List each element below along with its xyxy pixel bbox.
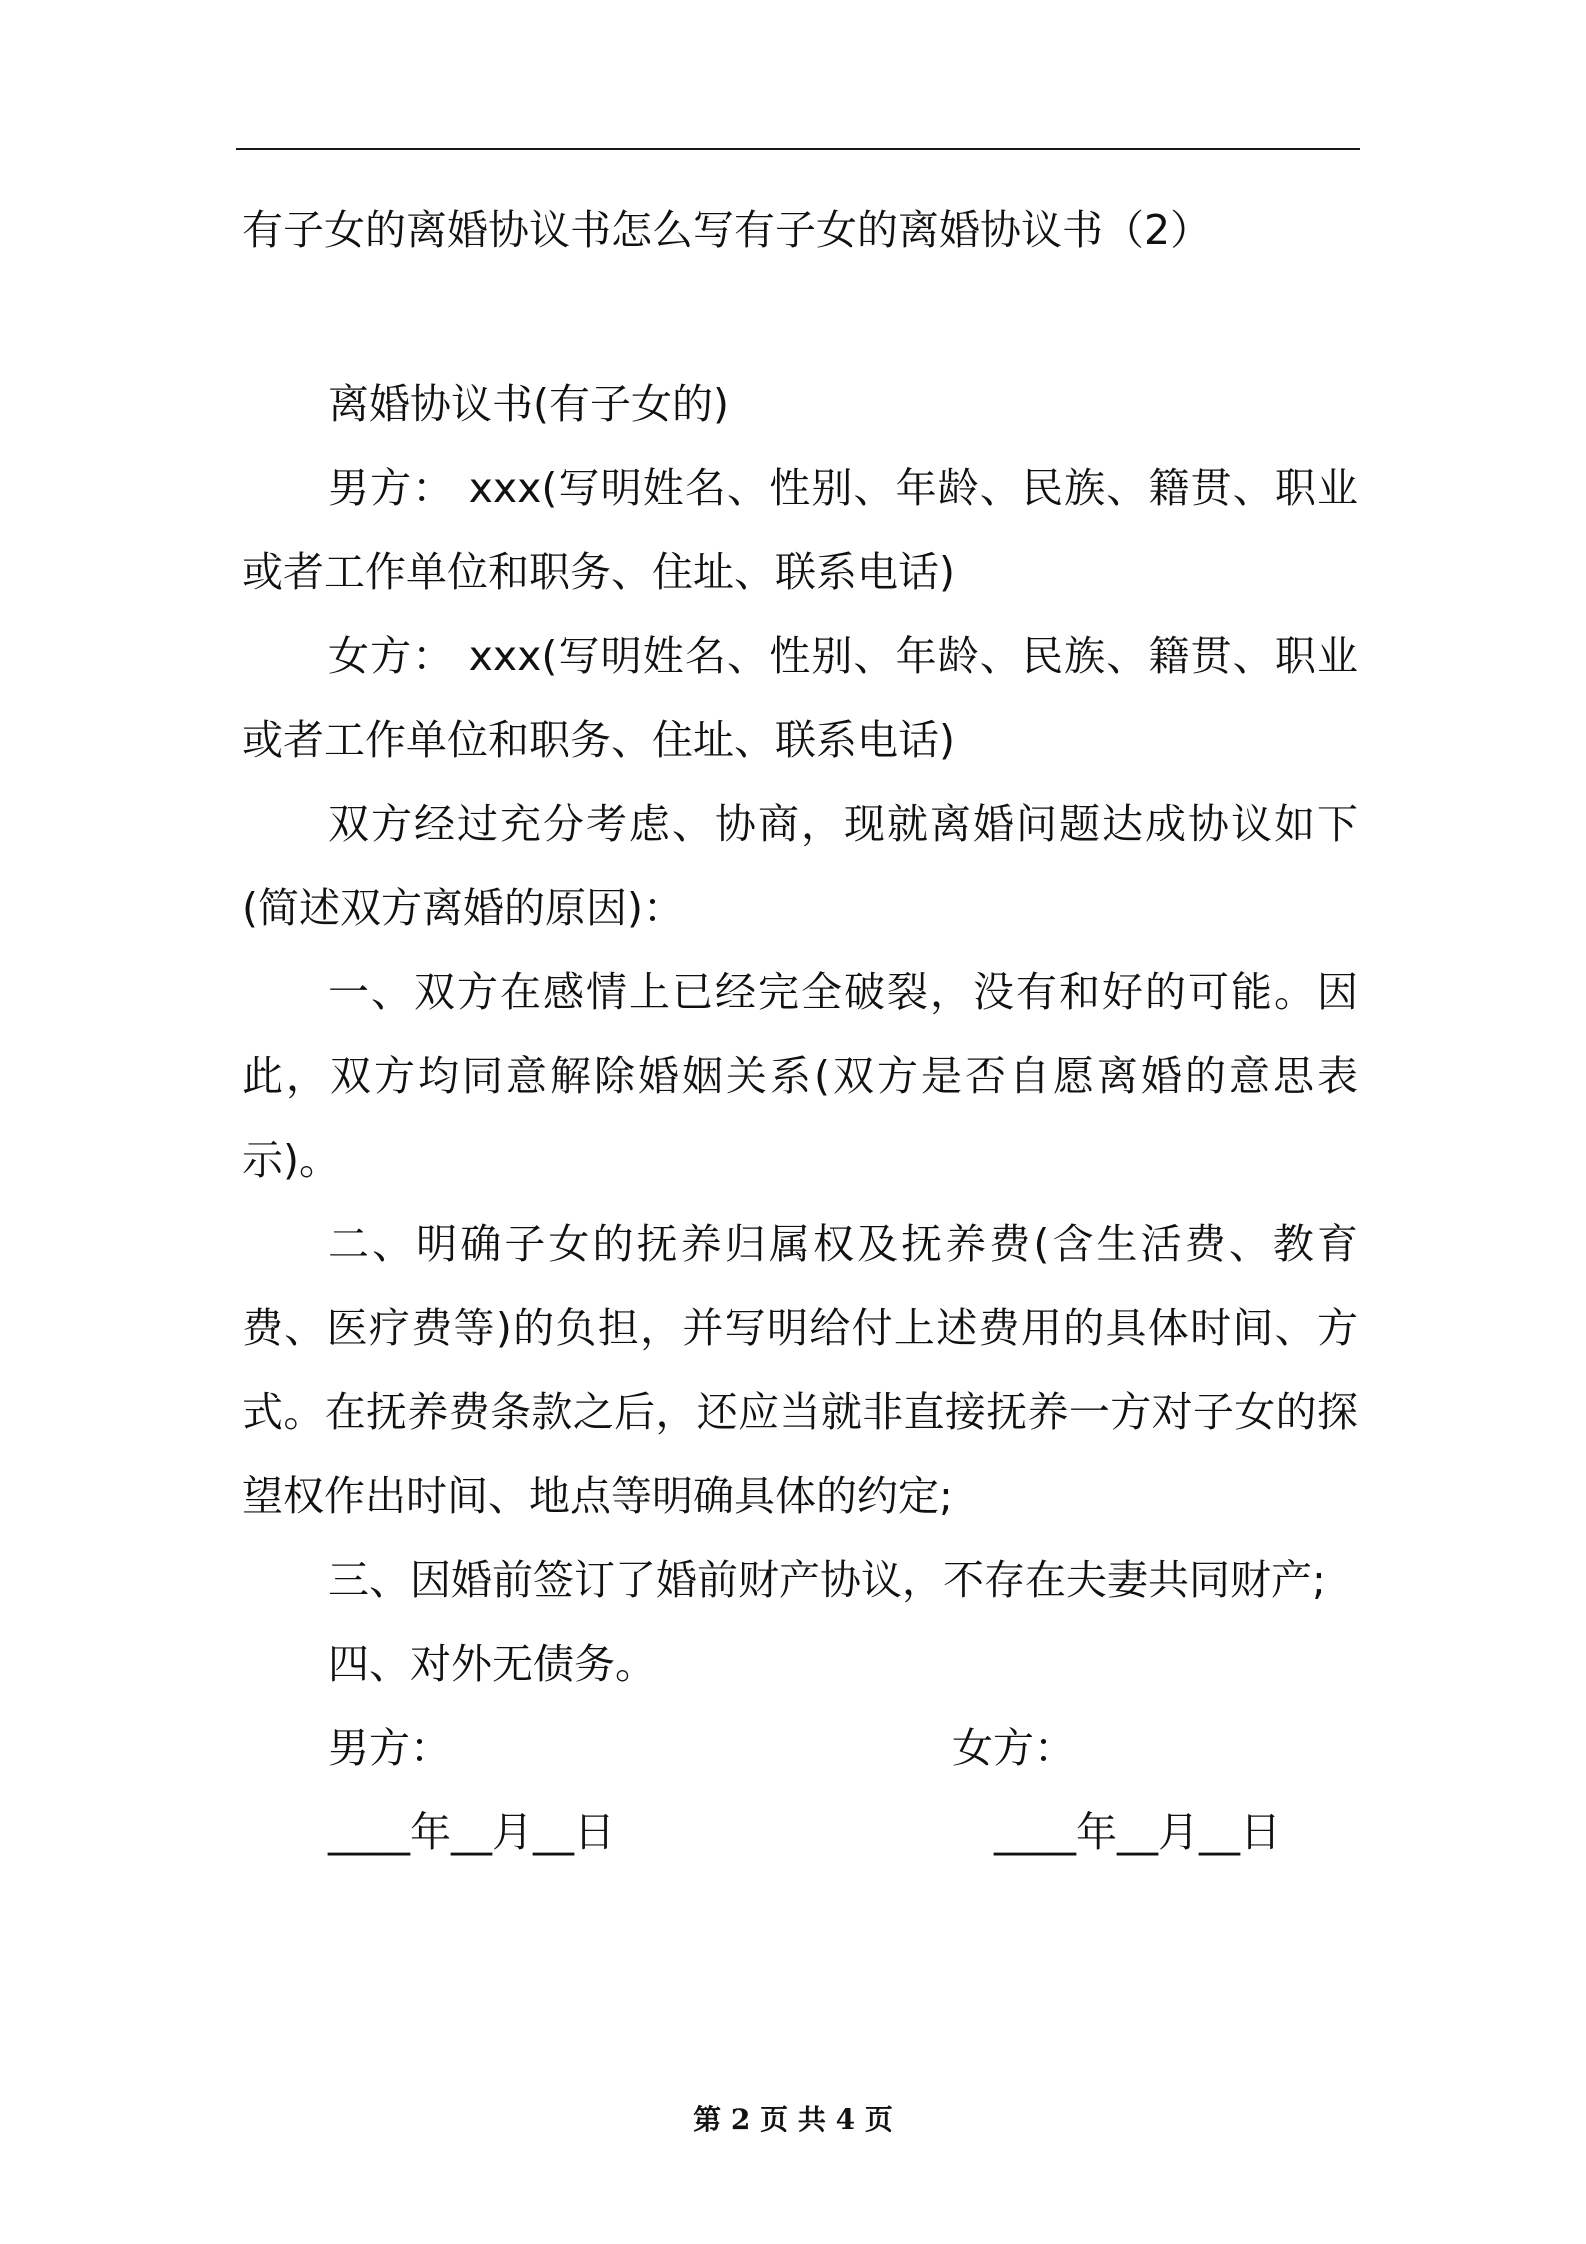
paragraph-clause-1: 一、双方在感情上已经完全破裂，没有和好的可能。因此，双方均同意解除婚姻关系(双方是否自愿离婚的意思表示)。 xyxy=(242,968,1358,1184)
header-rule xyxy=(236,148,1360,150)
male-signature-date: ____年__月__日 xyxy=(328,1808,615,1856)
paragraph-clause-3: 三、因婚前签订了婚前财产协议，不存在夫妻共同财产; xyxy=(328,1556,1326,1604)
paragraph-preamble: 双方经过充分考虑、协商，现就离婚问题达成协议如下(简述双方离婚的原因)： xyxy=(242,800,1358,932)
paragraph-male-party: 男方： xxx(写明姓名、性别、年龄、民族、籍贯、职业或者工作单位和职务、住址、联系电话) xyxy=(242,464,1358,596)
paragraph-clause-4: 四、对外无债务。 xyxy=(328,1640,656,1688)
page-number: 第 2 页 共 4 页 xyxy=(693,2103,893,2136)
female-signature-date: ____年__月__日 xyxy=(994,1808,1281,1856)
paragraph-female-party: 女方： xxx(写明姓名、性别、年龄、民族、籍贯、职业或者工作单位和职务、住址、联系电话) xyxy=(242,632,1358,764)
agreement-heading: 离婚协议书(有子女的) xyxy=(328,380,729,428)
document-title: 有子女的离婚协议书怎么写有子女的离婚协议书（2） xyxy=(242,206,1212,254)
signature-label-row xyxy=(242,1706,1358,1790)
female-signature-label: 女方： xyxy=(952,1724,1075,1772)
male-signature-label: 男方： xyxy=(328,1724,451,1772)
signature-date-row xyxy=(242,1790,1358,1874)
document-body xyxy=(242,362,1358,1874)
paragraph-clause-2: 二、明确子女的抚养归属权及抚养费(含生活费、教育费、医疗费等)的负担，并写明给付上述费用的具体时间、方式。在抚养费条款之后，还应当就非直接抚养一方对子女的探望权作出时间、地点等明确具体的约定; xyxy=(242,1220,1358,1520)
